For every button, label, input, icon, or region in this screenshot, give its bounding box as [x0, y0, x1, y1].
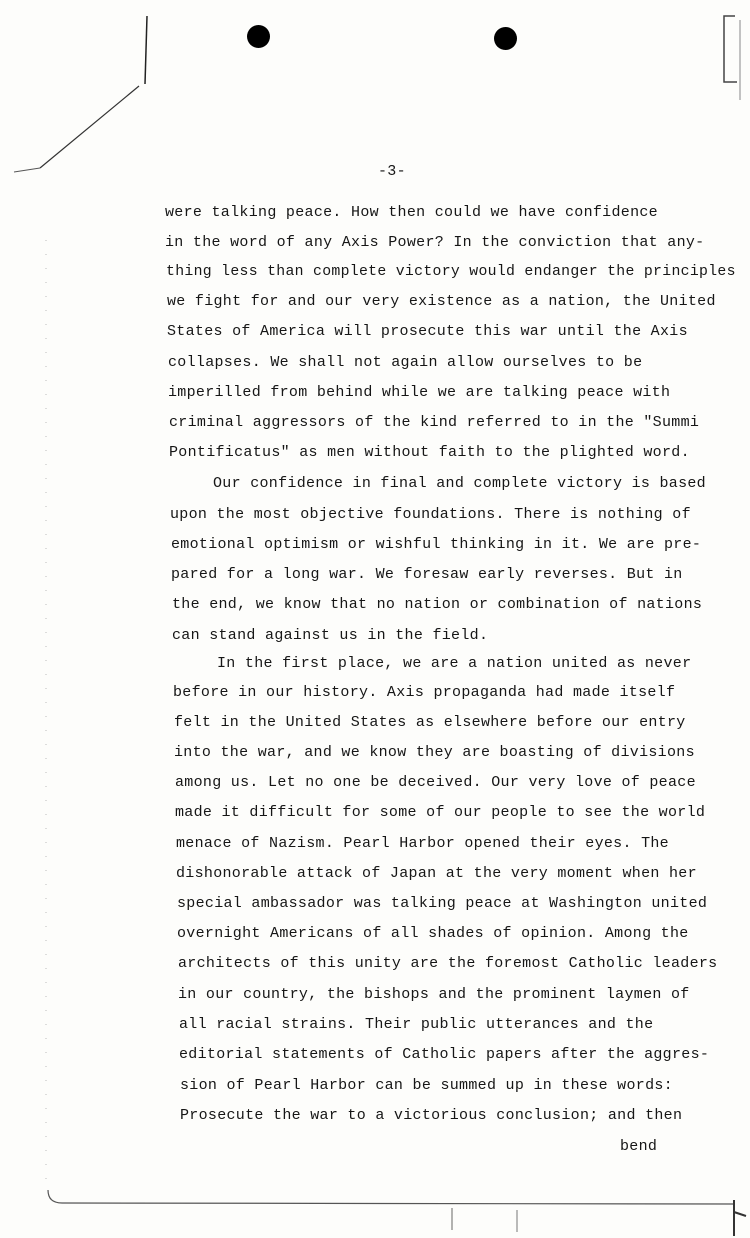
text-line: emotional optimism or wishful thinking in it. We are pre-: [171, 536, 702, 553]
text-line: we fight for and our very existence as a nation, the United: [167, 293, 716, 310]
text-line: in the word of any Axis Power? In the conviction that any-: [165, 234, 705, 251]
text-line: pared for a long war. We foresaw early reverses. But in: [171, 566, 683, 583]
pencil-stroke-vertical: [145, 16, 147, 84]
page-number: -3-: [378, 163, 406, 180]
text-line: architects of this unity are the foremost Catholic leaders: [178, 955, 718, 972]
text-line: were talking peace. How then could we have confidence: [165, 204, 658, 221]
text-line: States of America will prosecute this war until the Axis: [167, 323, 688, 340]
text-line: imperilled from behind while we are talking peace with: [168, 384, 671, 401]
text-line: Our confidence in final and complete victory is based: [213, 475, 706, 492]
text-line: felt in the United States as elsewhere before our entry: [174, 714, 686, 731]
text-line: thing less than complete victory would endanger the principles: [166, 263, 736, 280]
text-line: Prosecute the war to a victorious conclusion; and then: [180, 1107, 683, 1124]
pencil-stroke-diagonal: [40, 86, 139, 168]
text-line: into the war, and we know they are boasting of divisions: [174, 744, 695, 761]
text-line: in our country, the bishops and the prominent laymen of: [178, 986, 690, 1003]
text-line: all racial strains. Their public utterances and the: [179, 1016, 654, 1033]
text-line: among us. Let no one be deceived. Our very love of peace: [175, 774, 696, 791]
text-line: overnight Americans of all shades of opinion. Among the: [177, 925, 689, 942]
text-line: editorial statements of Catholic papers after the aggres-: [179, 1046, 710, 1063]
catchword: bend: [620, 1138, 658, 1155]
text-line: the end, we know that no nation or combination of nations: [172, 596, 703, 613]
pencil-stroke-tail: [14, 168, 40, 172]
text-line: before in our history. Axis propaganda had made itself: [173, 684, 676, 701]
text-line: dishonorable attack of Japan at the very moment when her: [176, 865, 697, 882]
bottom-right-corner-mark: [734, 1200, 746, 1236]
text-line: collapses. We shall not again allow ourselves to be: [168, 354, 643, 371]
bottom-edge-line: [48, 1190, 735, 1204]
text-line: made it difficult for some of our people to see the world: [175, 804, 706, 821]
text-line: criminal aggressors of the kind referred to in the "Summi: [169, 414, 700, 431]
text-line: menace of Nazism. Pearl Harbor opened their eyes. The: [176, 835, 669, 852]
text-line: Pontificatus" as men without faith to the plighted word.: [169, 444, 690, 461]
text-line: sion of Pearl Harbor can be summed up in these words:: [180, 1077, 673, 1094]
text-line: can stand against us in the field.: [172, 627, 489, 644]
text-line: special ambassador was talking peace at Washington united: [177, 895, 708, 912]
text-line: upon the most objective foundations. There is nothing of: [170, 506, 691, 523]
corner-bracket: [724, 16, 737, 82]
text-line: In the first place, we are a nation united as never: [217, 655, 692, 672]
